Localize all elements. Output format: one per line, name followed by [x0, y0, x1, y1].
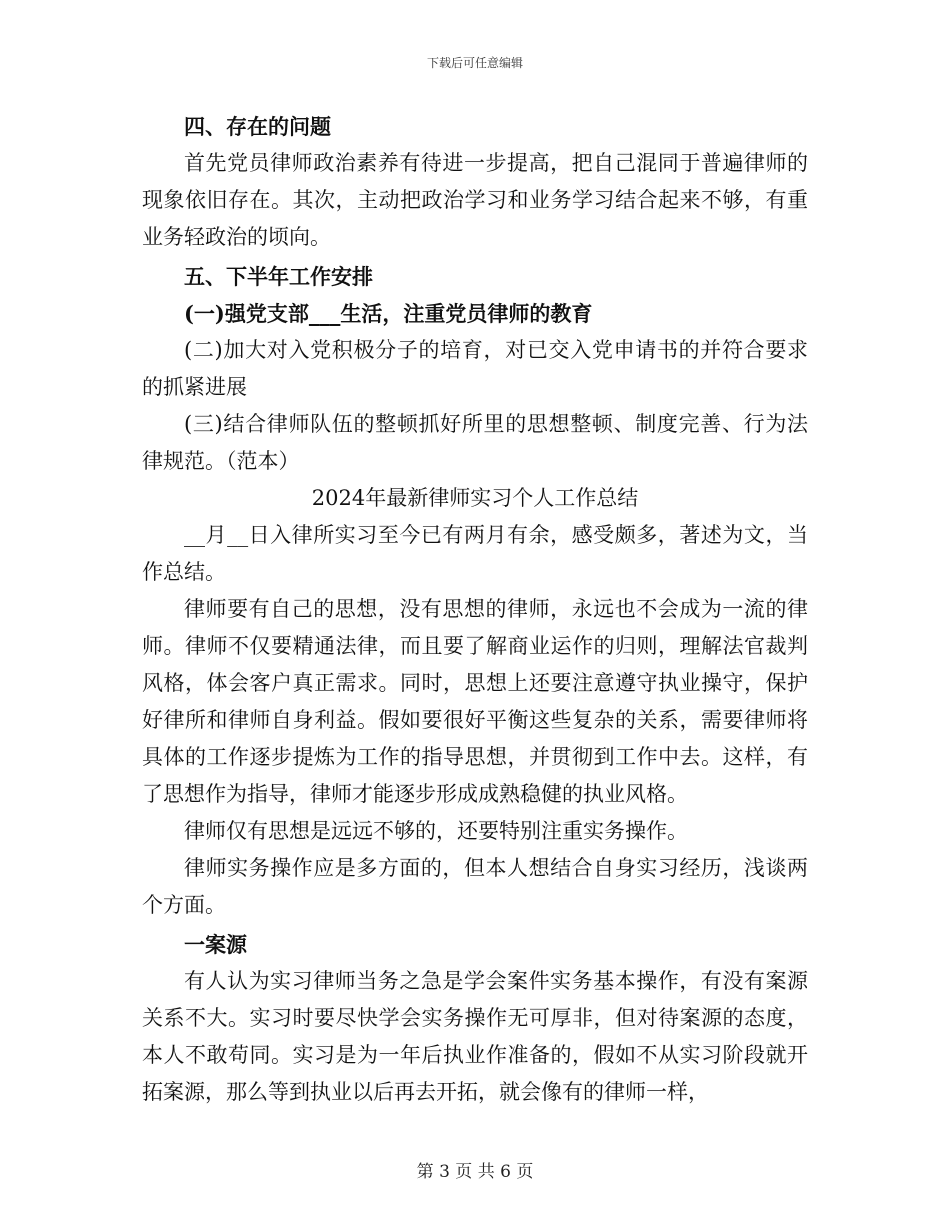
plan-item-3: (三)结合律师队伍的整顿抓好所里的思想整顿、制度完善、行为法律规范。（范本） — [142, 412, 808, 473]
article-heading-case-source: 一案源 — [184, 932, 247, 957]
section-heading-plan: 五、下半年工作安排 — [184, 264, 373, 289]
plan-item-2: (二)加大对入党积极分子的培育，对已交入党申请书的并符合要求的抓紧进展 — [142, 338, 808, 399]
paragraph-problems: 首先党员律师政治素养有待进一步提高，把自己混同于普遍律师的现象依旧存在。其次，主动把政治学习和业务学习结合起来不够，有重业务轻政治的顷向。 — [142, 151, 808, 249]
article-paragraph-4: 律师实务操作应是多方面的，但本人想结合自身实习经历，浅谈两个方面。 — [142, 856, 808, 917]
article-paragraph-3: 律师仅有思想是远远不够的，还要特别注重实务操作。 — [184, 819, 688, 843]
page-number: 第 3 页 共 6 页 — [416, 1162, 534, 1182]
document-body — [142, 108, 808, 1111]
section-heading-problems: 四、存在的问题 — [184, 114, 331, 139]
article-paragraph-5: 有人认为实习律师当务之急是学会案件实务基本操作，有没有案源关系不大。实习时要尽快学会实务操作无可厚非，但对待案源的态度，本人不敢苟同。实习是为一年后执业作准备的，假如不从实习阶段就开拓案源，那么等到执业以后再去开拓，就会像有的律师一样， — [142, 969, 808, 1104]
article-paragraph-1: __月__日入律所实习至今已有两月有余，感受颇多，著述为文，当作总结。 — [142, 523, 808, 584]
plan-item-1: (一)强党支部___生活，注重党员律师的教育 — [184, 301, 593, 326]
article-title: 2024年最新律师实习个人工作总结 — [311, 486, 639, 510]
header-note: 下载后可任意编辑 — [426, 56, 523, 70]
article-paragraph-2: 律师要有自己的思想，没有思想的律师，永远也不会成为一流的律师。律师不仅要精通法律，而且要了解商业运作的归则，理解法官裁判风格，体会客户真正需求。同时，思想上还要注意遵守执业操守，保护好律所和律师自身利益。假如要很好平衡这些复杂的关系，需要律师将具体的工作逐步提炼为工作的指导思想，并贯彻到工作中去。这样，有了思想作为指导，律师才能逐步形成成熟稳健的执业风格。 — [142, 597, 808, 806]
